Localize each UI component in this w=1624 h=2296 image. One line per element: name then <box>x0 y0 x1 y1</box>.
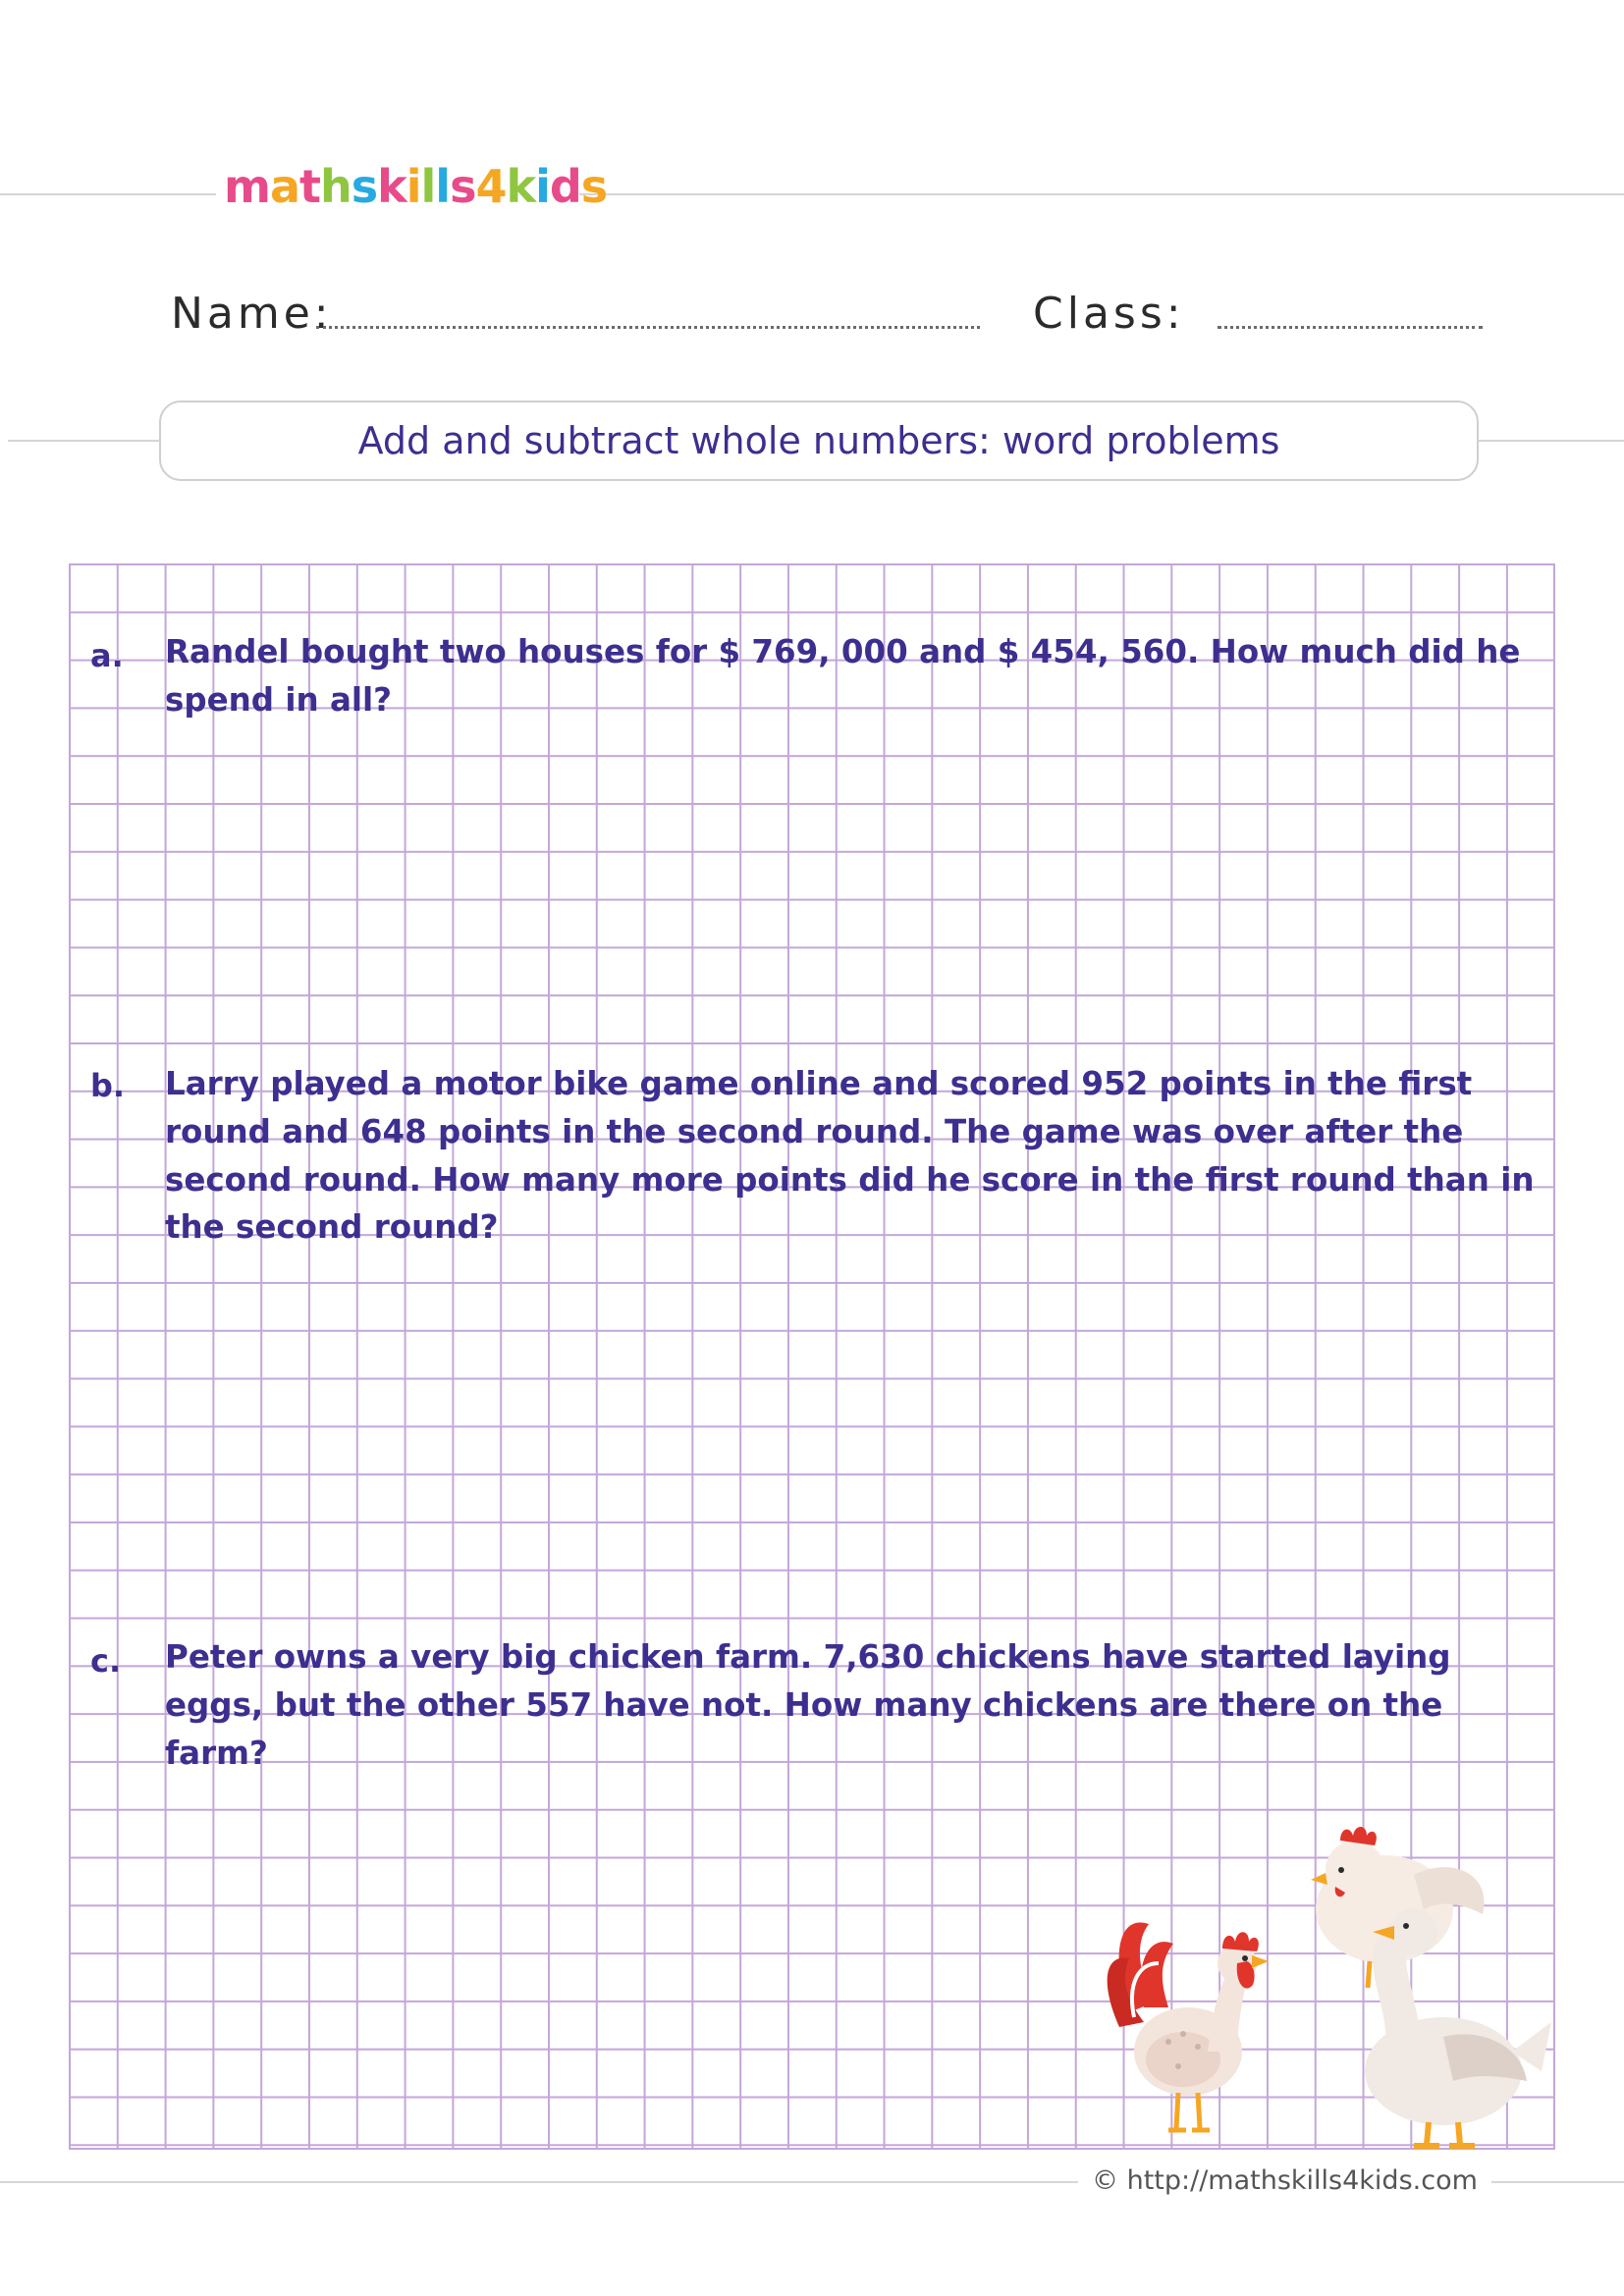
goose-icon <box>1365 1908 1551 2146</box>
header-rule-right <box>579 193 1624 195</box>
logo-letter: 4 <box>475 160 507 213</box>
logo-letter: i <box>535 160 550 213</box>
logo-letter: s <box>450 160 476 213</box>
worksheet-title-box <box>159 400 1479 481</box>
class-label: Class: <box>1033 289 1185 339</box>
question-b-text: Larry played a motor bike game online and scored 952 points in the first round and 648 points in the second round. The game was over after the second round. How many more points did he score in the first round than in the second round? <box>165 1065 1535 1247</box>
footer-url[interactable]: © http://mathskills4kids.com <box>1078 2162 1491 2201</box>
logo-letter: s <box>351 160 378 213</box>
logo-letter: a <box>269 160 299 213</box>
question-a-letter: a. <box>90 637 124 674</box>
logo-letter: m <box>224 160 270 213</box>
worksheet-title: Add and subtract whole numbers: word problems <box>357 419 1280 462</box>
question-b-letter: b. <box>90 1067 126 1104</box>
name-label: Name: <box>171 289 333 339</box>
logo-letter: k <box>377 160 406 213</box>
mathskills4kids-logo <box>224 157 607 216</box>
logo-letter: t <box>298 160 320 213</box>
name-field[interactable] <box>316 326 980 329</box>
logo-letter: k <box>506 160 536 213</box>
logo-letter: d <box>549 160 581 213</box>
question-c-text: Peter owns a very big chicken farm. 7,630 chickens have started laying eggs, but the other 557 have not. How many chickens are there on the farm? <box>165 1638 1451 1772</box>
logo-letter: l <box>420 160 436 213</box>
class-field[interactable] <box>1218 326 1483 329</box>
logo-letter: l <box>435 160 451 213</box>
logo-letter: s <box>580 160 608 213</box>
question-a-text: Randel bought two houses for $ 769, 000 and $ 454, 560. How much did he spend in all? <box>165 633 1521 719</box>
header-rule-left <box>0 193 216 195</box>
question-c-letter: c. <box>90 1642 122 1680</box>
title-rule-left <box>8 440 165 442</box>
title-rule-right <box>1473 440 1624 442</box>
logo-letter: i <box>406 160 421 213</box>
chickens-illustration <box>1090 1816 1561 2150</box>
logo-letter: h <box>319 160 352 213</box>
rooster-icon <box>1108 1922 1269 2130</box>
